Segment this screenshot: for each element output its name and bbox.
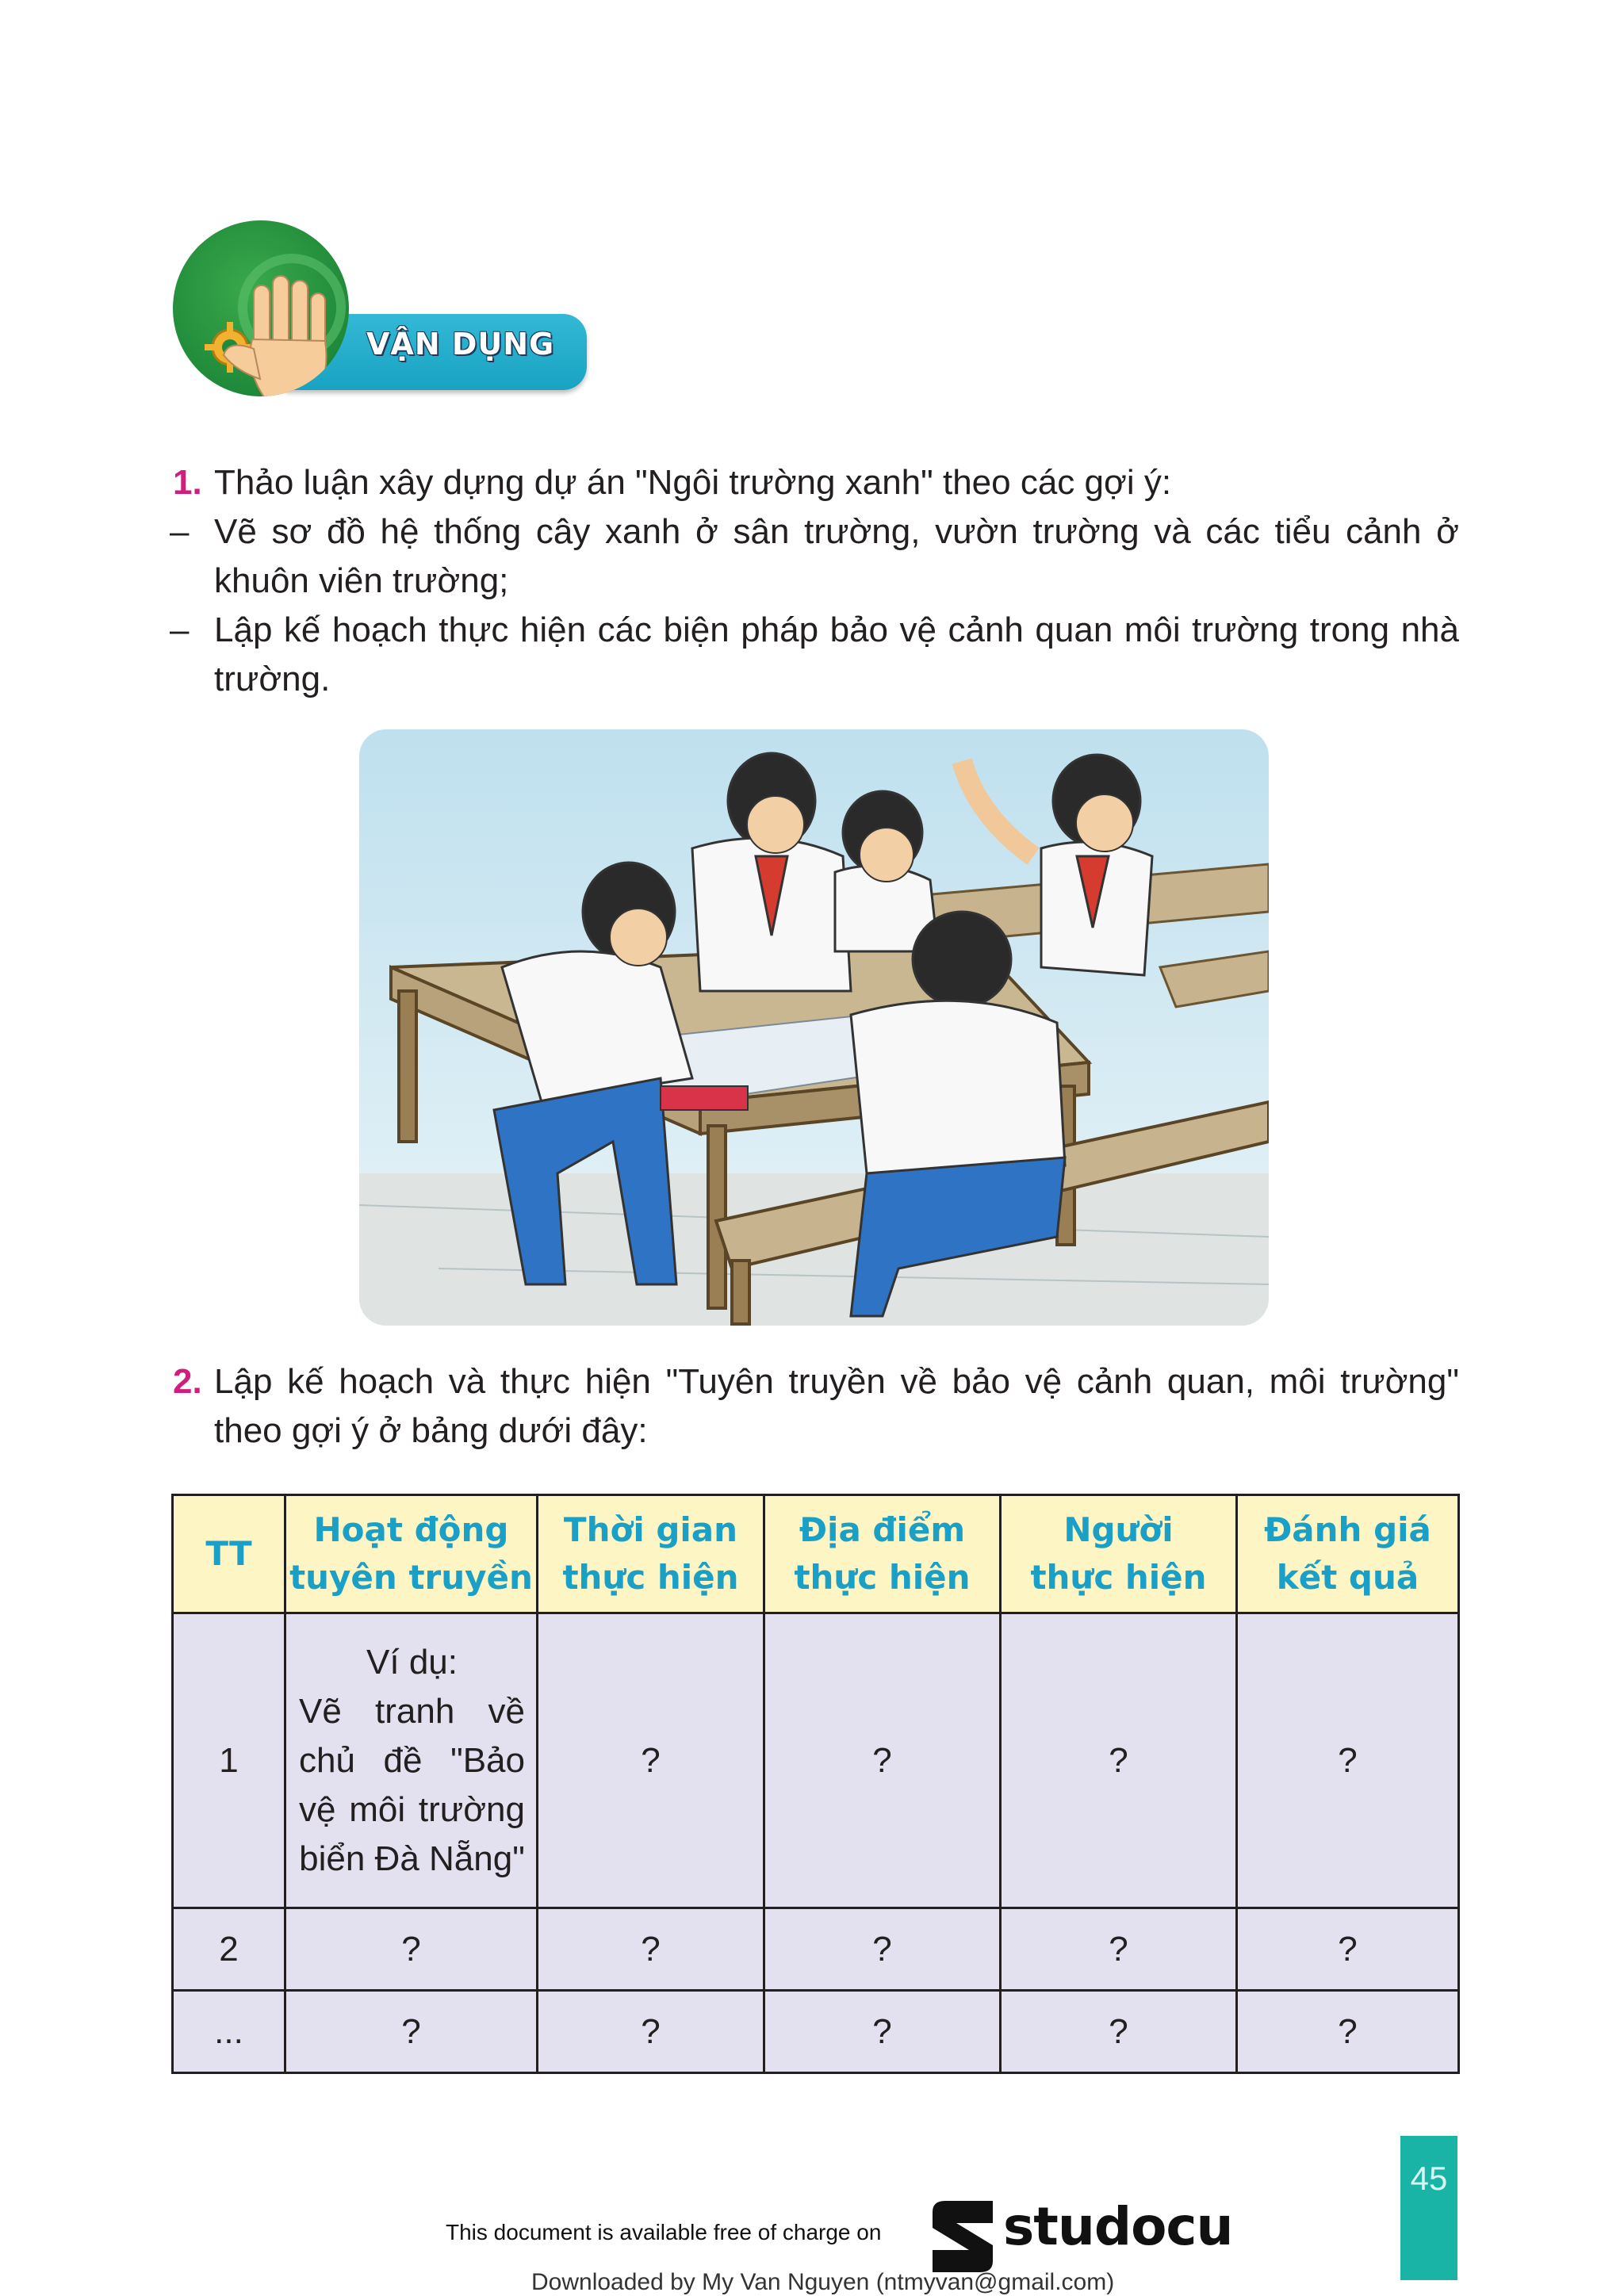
header-text: Hoạt động [313,1510,509,1549]
activity-line: chủ đề "Bảo [299,1740,525,1780]
table-row [173,1908,1459,1991]
header-evaluation [1237,1495,1459,1613]
section-badge [167,220,595,403]
header-location [764,1495,1001,1613]
badge-circle [173,220,349,396]
plan-table [171,1494,1460,2074]
task-1-bullet-1 [167,507,1459,606]
cell-tt: 2 [173,1908,285,1991]
header-text: Thời gian [563,1510,738,1549]
header-text: Người [1063,1510,1174,1549]
page-tab [1400,2136,1457,2280]
cell-time: ? [538,1991,764,2073]
activity-line: vệ môi trường [299,1789,525,1829]
table-row [173,1613,1459,1908]
header-text: Địa điểm [799,1510,966,1549]
cell-tt: ... [173,1991,285,2073]
header-activity [285,1495,538,1613]
table-header-row [173,1495,1459,1613]
cell-person: ? [1001,1991,1237,2073]
task-1 [167,458,1459,704]
activity-line: biển Đà Nẵng" [299,1839,525,1878]
cell-activity: ? [285,1908,538,1991]
header-tt [173,1495,285,1613]
header-text: tuyên truyền [289,1558,533,1597]
header-text: thực hiện [794,1558,971,1597]
activity-line: Ví dụ: [366,1642,458,1682]
cell-location: ? [764,1908,1001,1991]
classroom-illustration [359,729,1269,1326]
cell-time: ? [538,1908,764,1991]
cell-evaluation: ? [1237,1613,1459,1908]
brand-name[interactable]: studocu [1003,2196,1233,2257]
cell-evaluation: ? [1237,1908,1459,1991]
task-1-prompt [167,458,1459,507]
cell-person: ? [1001,1613,1237,1908]
bullet-dash: – [170,512,190,551]
task-2 [167,1357,1459,1456]
cell-location: ? [764,1991,1001,2073]
task-1-bullet-2 [167,606,1459,704]
bullet-text: Vẽ sơ đồ hệ thống cây xanh ở sân trường, vườn trường và các tiểu cảnh ở khuôn viên trường; [214,512,1459,600]
activity-line: Vẽ tranh về [299,1691,525,1731]
task-1-text: Thảo luận xây dựng dự án "Ngôi trường xanh" theo các gợi ý: [214,463,1172,502]
header-text: thực hiện [1030,1558,1207,1597]
hand-gear-icon [197,252,349,396]
availability-note: This document is available free of charge on [446,2220,882,2244]
header-text: TT [205,1534,252,1573]
header-text: thực hiện [562,1558,739,1597]
cell-person: ? [1001,1908,1237,1991]
cell-evaluation: ? [1237,1991,1459,2073]
header-person [1001,1495,1237,1613]
header-time [538,1495,764,1613]
task-2-text: Lập kế hoạch và thực hiện "Tuyên truyền về bảo vệ cảnh quan, môi trường" theo gợi ý ở bảng dưới đây: [214,1362,1459,1450]
cell-tt: 1 [173,1613,285,1908]
cell-activity: ? [285,1991,538,2073]
header-text: kết quả [1276,1558,1419,1597]
task-1-number: 1. [173,463,202,502]
table-row [173,1991,1459,2073]
task-2-number: 2. [173,1362,202,1401]
task-2-prompt [167,1357,1459,1456]
cell-time: ? [538,1613,764,1908]
page-number: 45 [1410,2160,1448,2197]
cell-location: ? [764,1613,1001,1908]
header-text: Đánh giá [1264,1510,1431,1549]
bullet-text: Lập kế hoạch thực hiện các biện pháp bảo vệ cảnh quan môi trường trong nhà trường. [214,610,1459,698]
badge-label: VẬN DỤNG [366,327,555,362]
cell-activity [285,1613,538,1908]
bullet-dash: – [170,610,190,649]
download-note: Downloaded by My Van Nguyen (ntmyvan@gmail.com) [531,2269,1115,2295]
